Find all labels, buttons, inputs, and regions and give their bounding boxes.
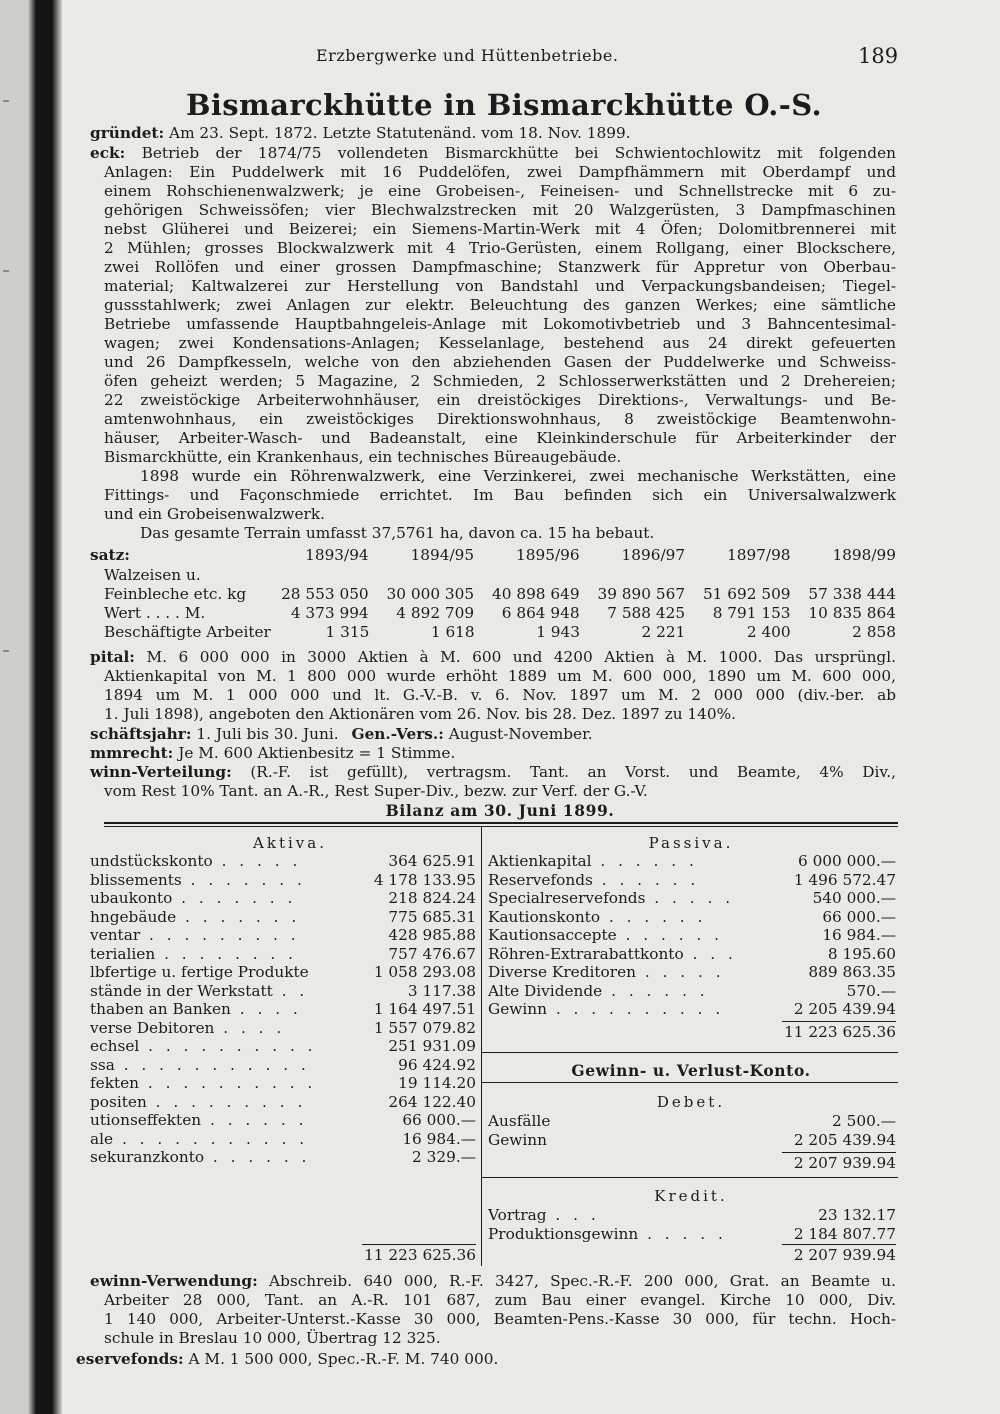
sales-row — [104, 585, 896, 604]
sales-row-label: Walzeisen u. — [104, 566, 201, 584]
asset-name: stände in der Werkstatt — [90, 981, 273, 1000]
balance-sheet-title: Bilanz am 30. Juni 1899. — [385, 801, 615, 820]
liability-value: 1 496 572.47 — [793, 870, 896, 889]
purpose-line: 22 zweistöckige Arbeiterwohnhäuser, ein dreistöckiges Direktions-, Verwaltungs- und Be- — [104, 391, 896, 409]
asset-name: ssa — [90, 1055, 115, 1074]
balance-column-divider — [481, 826, 482, 1266]
asset-name: ale — [90, 1129, 114, 1148]
liability-value: 540 000.— — [812, 889, 896, 907]
asset-row: echsel . . . . . . . . . . 251 931.09 — [90, 1037, 476, 1055]
voting-right-text: Je M. 600 Aktienbesitz = 1 Stimme. — [178, 744, 456, 762]
liability-name: Alte Dividende — [488, 981, 603, 1000]
asset-name: blissements — [90, 870, 182, 889]
founded-label: gründet: — [90, 124, 165, 142]
credit-list — [488, 1206, 896, 1243]
debit-heading: Debet. — [656, 1093, 726, 1111]
sales-header-row — [90, 546, 897, 565]
sales-label: satz: — [90, 546, 130, 564]
liability-row: Röhren-Extrarabattkonto . . . 8 195.60 — [488, 944, 896, 963]
sales-row — [104, 566, 896, 585]
company-title: Bismarckhütte in Bismarckhütte O.-S. — [185, 88, 823, 122]
voting-right-line — [90, 744, 896, 763]
liabilities-total: 11 223 625.36 — [784, 1023, 896, 1041]
terrain-line: Das gesamte Terrain umfasst 37,5761 ha, davon ca. 15 ha bebaut. — [140, 524, 655, 542]
fiscal-year-text: 1. Juli bis 30. Juni. — [196, 725, 339, 743]
purpose-line: Anlagen: Ein Puddelwerk mit 16 Puddelöfen, zwei Dampfhämmern mit Oberdampf und — [104, 163, 896, 181]
year-header: 1898/99 — [832, 546, 897, 564]
year-header: 1896/97 — [621, 546, 686, 564]
sales-row-label: Beschäftigte Arbeiter — [104, 623, 271, 641]
profit-distribution-text: (R.-F. ist gefüllt), vertragsm. Tant. an Vorst. und Beamte, 4% Div., — [250, 763, 896, 781]
capital-label: pital: — [90, 648, 135, 666]
liability-row: Reservefonds . . . . . . 1 496 572.47 — [488, 870, 896, 889]
purpose-line — [90, 144, 896, 163]
purpose-line: nebst Glüherei und Beizerei; ein Siemens-Martin-Werk mit 4 Öfen; Dolomitbrennerei mit — [104, 220, 896, 238]
fiscal-year-line — [90, 725, 896, 744]
asset-row: terialien . . . . . . . . 757 476.67 — [90, 944, 476, 963]
asset-value: 264 122.40 — [388, 1092, 476, 1111]
credit-row: Produktionsgewinn . . . . . 2 184 807.77 — [488, 1224, 896, 1243]
purpose-line: material; Kaltwalzerei zur Herstellung von Bandstahl und Verpackungsbandeisen; Tiegel- — [104, 277, 896, 295]
asset-row: ubaukonto . . . . . . . 218 824.24 — [90, 889, 476, 907]
credit-value: 2 184 807.77 — [793, 1224, 896, 1243]
capital-text: M. 6 000 000 in 3000 Aktien à M. 600 und 4200 Aktien à M. 1000. Das ursprüngl. — [146, 648, 896, 666]
purpose-line: zwei Rollöfen und einer grossen Dampfmaschine; Stanzwerk für Appretur von Oberbau- — [104, 258, 896, 276]
liability-value: 8 195.60 — [827, 944, 896, 963]
credit-value: 23 132.17 — [818, 1206, 896, 1224]
profit-use-label: ewinn-Verwendung: — [90, 1272, 258, 1290]
profit-use-line — [90, 1272, 896, 1291]
general-meeting-label: Gen.-Vers.: — [351, 725, 444, 743]
debit-total: 2 207 939.94 — [793, 1154, 896, 1172]
capital-line — [90, 648, 896, 667]
balance-rule — [104, 822, 898, 824]
asset-value: 2 329.— — [412, 1148, 476, 1166]
asset-row: ssa . . . . . . . . . . . 96 424.92 — [90, 1055, 476, 1074]
sales-cell: 28 553 050 — [281, 585, 369, 603]
profit-use-line: 1 140 000, Arbeiter-Unterst.-Kasse 30 000, Beamten-Pens.-Kasse 30 000, für techn. Hoch- — [104, 1310, 896, 1328]
fiscal-year-label: schäftsjahr: — [90, 725, 192, 743]
asset-name: ubaukonto — [90, 889, 173, 907]
asset-name: positen — [90, 1092, 147, 1111]
sales-cell: 1 943 — [536, 623, 580, 641]
sales-cell: 2 400 — [746, 623, 791, 641]
asset-name: terialien — [90, 944, 156, 963]
asset-row: ventar . . . . . . . . . 428 985.88 — [90, 926, 476, 944]
year-header: 1893/94 — [305, 546, 369, 564]
sales-cell: 8 791 153 — [712, 604, 791, 622]
debit-value: 2 205 439.94 — [793, 1130, 896, 1149]
asset-value: 251 931.09 — [388, 1037, 476, 1055]
purpose-line: amtenwohnhaus, ein zweistöckiges Direktionswohnhaus, 8 zweistöckige Beamtenwohn- — [104, 410, 896, 428]
sales-row — [104, 604, 896, 623]
sales-cell: 57 338 444 — [808, 585, 897, 603]
founded-text: Am 23. Sept. 1872. Letzte Statutenänd. vom 18. Nov. 1899. — [169, 124, 631, 142]
liability-value: 570.— — [846, 981, 896, 1000]
purpose-line: und 26 Dampfkesseln, welche von den abziehenden Gasen der Puddelwerke und Schweiss- — [104, 353, 896, 371]
asset-name: hngebäude — [90, 907, 177, 926]
credit-row: Vortrag . . . 23 132.17 — [488, 1206, 896, 1224]
running-head: Erzbergwerke und Hüttenbetriebe. — [316, 46, 619, 65]
debit-name: Gewinn — [488, 1130, 547, 1149]
credit-heading: Kredit. — [654, 1187, 728, 1205]
liability-value: 16 984.— — [822, 926, 896, 944]
purpose-line: Fittings- und Façonschmiede errichtet. Im Bau befinden sich ein Universalwalzwerk — [104, 486, 896, 504]
purpose-line: 2 Mühlen; grosses Blockwalzwerk mit 4 Trio-Gerüsten, einem Rollgang, einer Blockschere, — [104, 239, 896, 257]
assets-total: 11 223 625.36 — [364, 1246, 476, 1264]
credit-total-rule — [782, 1244, 896, 1245]
purpose-line: Bismarckhütte, ein Krankenhaus, ein technisches Büreaugebäude. — [104, 448, 622, 466]
asset-row: blissements . . . . . . . 4 178 133.95 — [90, 870, 476, 889]
asset-name: sekuranzkonto — [90, 1148, 205, 1166]
purpose-label: eck: — [90, 144, 126, 162]
purpose-line: einem Rohschienenwalzwerk; je eine Grobeisen-, Feineisen- und Schnellstrecke mit 6 zu- — [104, 182, 896, 200]
profit-use-line: schule in Breslau 10 000, Übertrag 12 325. — [104, 1329, 441, 1347]
pnl-rule — [482, 1052, 898, 1053]
sales-row — [104, 623, 896, 642]
purpose-line: häuser, Arbeiter-Wasch- und Badeanstalt, eine Kleinkinderschule für Arbeiterkinder der — [104, 429, 896, 447]
profit-distribution-line: vom Rest 10% Tant. an A.-R., Rest Super-Div., bezw. zur Verf. der G.-V. — [104, 782, 648, 800]
liability-name: Röhren-Extrarabattkonto — [488, 944, 684, 963]
reserve-fund-line — [76, 1350, 896, 1369]
sales-cell: 40 898 649 — [492, 585, 580, 603]
liability-name: Gewinn — [488, 1000, 547, 1018]
liability-value: 889 863.35 — [808, 963, 896, 981]
asset-value: 19 114.20 — [398, 1074, 476, 1092]
asset-row: thaben an Banken . . . . 1 164 497.51 — [90, 1000, 476, 1018]
liability-name: Specialreservefonds — [488, 889, 646, 907]
asset-name: undstückskonto — [90, 852, 213, 870]
founded-line — [90, 124, 896, 143]
asset-name: echsel — [90, 1037, 140, 1055]
year-header: 1894/95 — [410, 546, 475, 564]
purpose-text: Betrieb der 1874/75 vollendeten Bismarckhütte bei Schwientochlowitz mit folgenden — [141, 144, 896, 162]
asset-value: 428 985.88 — [388, 926, 476, 944]
credit-total: 2 207 939.94 — [793, 1246, 896, 1264]
asset-value: 3 117.38 — [407, 981, 476, 1000]
sales-cell: 4 892 709 — [396, 604, 475, 622]
sales-cell: 1 315 — [325, 623, 370, 641]
sales-cell: 1 618 — [430, 623, 475, 641]
liability-row: Diverse Kreditoren . . . . . 889 863.35 — [488, 963, 896, 981]
pnl-title: Gewinn- u. Verlust-Konto. — [571, 1061, 811, 1080]
asset-value: 1 557 079.82 — [373, 1018, 476, 1037]
asset-value: 96 424.92 — [398, 1055, 476, 1074]
asset-row: sekuranzkonto . . . . . . 2 329.— — [90, 1148, 476, 1166]
asset-row: undstückskonto . . . . . 364 625.91 — [90, 852, 476, 870]
liability-name: Kautionsaccepte — [488, 926, 617, 944]
asset-row: fekten . . . . . . . . . . 19 114.20 — [90, 1074, 476, 1092]
asset-row: hngebäude . . . . . . . 775 685.31 — [90, 907, 476, 926]
year-header: 1895/96 — [516, 546, 580, 564]
asset-value: 66 000.— — [402, 1111, 476, 1129]
assets-total-rule — [362, 1244, 476, 1245]
sales-cell: 10 835 864 — [808, 604, 897, 622]
liability-row: Kautionskonto . . . . . . 66 000.— — [488, 907, 896, 926]
liability-row: Specialreservefonds . . . . . 540 000.— — [488, 889, 896, 907]
asset-row — [90, 963, 476, 982]
sales-cell: 30 000 305 — [386, 585, 475, 603]
capital-line: Aktienkapital von M. 1 800 000 wurde erhöht 1889 um M. 600 000, 1890 um M. 600 000, — [104, 667, 896, 685]
liability-value: 66 000.— — [822, 907, 896, 926]
liabilities-total-rule — [782, 1021, 896, 1022]
general-meeting-text: August-November. — [448, 725, 593, 743]
debit-value: 2 500.— — [832, 1112, 896, 1130]
purpose-line: öfen geheizt werden; 5 Magazine, 2 Schmieden, 2 Schlosserwerkstätten und 2 Drehereien; — [104, 372, 896, 390]
liability-value: 2 205 439.94 — [793, 1000, 896, 1018]
asset-row: stände in der Werkstatt . . 3 117.38 — [90, 981, 476, 1000]
sales-row-label: Feinbleche etc. kg — [104, 585, 247, 603]
profit-distribution-line — [90, 763, 896, 782]
sales-cell: 7 588 425 — [607, 604, 686, 622]
liability-row: Alte Dividende . . . . . . 570.— — [488, 981, 896, 1000]
purpose-line: Betriebe umfassende Hauptbahngeleis-Anlage mit Lokomotivbetrieb und 3 Bahncentesimal- — [104, 315, 896, 333]
asset-name: lbfertige u. fertige Produkte — [90, 963, 309, 981]
asset-value: 1 164 497.51 — [373, 1000, 476, 1018]
asset-name: utionseffekten — [90, 1111, 202, 1129]
liabilities-heading: Passiva. — [648, 834, 734, 852]
asset-row: positen . . . . . . . . . 264 122.40 — [90, 1092, 476, 1111]
asset-name: verse Debitoren — [90, 1018, 215, 1037]
asset-name: ventar — [90, 926, 141, 944]
asset-value: 775 685.31 — [388, 907, 476, 926]
debit-total-rule — [782, 1152, 896, 1153]
balance-rule — [104, 826, 898, 827]
asset-value: 1 058 293.08 — [373, 963, 476, 981]
debit-list — [488, 1112, 896, 1149]
reserve-fund-text: A M. 1 500 000, Spec.-R.-F. M. 740 000. — [188, 1350, 499, 1368]
asset-name: thaben an Banken — [90, 1000, 231, 1018]
pnl-rule — [482, 1082, 898, 1083]
reserve-fund-label: eservefonds: — [76, 1350, 184, 1368]
sales-cell: 2 221 — [641, 623, 686, 641]
liability-name: Diverse Kreditoren — [488, 963, 636, 981]
asset-value: 757 476.67 — [388, 944, 476, 963]
liability-name: Reservefonds — [488, 870, 593, 889]
purpose-line: gussstahlwerk; zwei Anlagen zur elektr. Beleuchtung des ganzen Werkes; eine sämtliche — [104, 296, 896, 314]
liabilities-list — [488, 852, 896, 1019]
asset-value: 218 824.24 — [388, 889, 476, 907]
debit-row — [488, 1131, 896, 1150]
pnl-rule — [482, 1177, 898, 1178]
capital-line: 1. Juli 1898), angeboten den Aktionären vom 26. Nov. bis 28. Dez. 1897 zu 140%. — [104, 705, 737, 723]
asset-value: 364 625.91 — [388, 852, 476, 870]
assets-heading: Aktiva. — [253, 834, 327, 852]
asset-value: 16 984.— — [402, 1129, 476, 1148]
debit-name: Ausfälle — [488, 1112, 551, 1130]
credit-name: Produktionsgewinn — [488, 1224, 639, 1243]
capital-line: 1894 um M. 1 000 000 und lt. G.-V.-B. v. 6. Nov. 1897 um M. 2 000 000 (div.-ber. ab — [104, 686, 896, 704]
assets-list — [90, 852, 476, 1167]
credit-name: Vortrag — [488, 1206, 547, 1224]
liability-name: Kautionskonto — [488, 907, 601, 926]
purpose-line: gehörigen Schweissöfen; vier Blechwalzstrecken mit 20 Walzgerüsten, 3 Dampfmaschinen — [104, 201, 896, 219]
purpose-line: wagen; zwei Kondensations-Anlagen; Kesselanlage, bestehend aus 24 direkt gefeuerten — [104, 334, 896, 352]
purpose-line: und ein Grobeisenwalzwerk. — [104, 505, 326, 523]
liability-name: Aktienkapital — [488, 852, 592, 870]
asset-value: 4 178 133.95 — [373, 870, 476, 889]
asset-row: utionseffekten . . . . . . 66 000.— — [90, 1111, 476, 1129]
debit-row — [488, 1112, 896, 1131]
sales-cell: 39 890 567 — [597, 585, 686, 603]
asset-row: verse Debitoren . . . . 1 557 079.82 — [90, 1018, 476, 1037]
liability-row: Kautionsaccepte . . . . . . 16 984.— — [488, 926, 896, 944]
asset-name: fekten — [90, 1074, 140, 1092]
sales-cell: 6 864 948 — [501, 604, 580, 622]
sales-cell: 51 692 509 — [702, 585, 791, 603]
sales-cell: 4 373 994 — [290, 604, 369, 622]
liability-value: 6 000 000.— — [797, 852, 896, 870]
profit-use-text: Abschreib. 640 000, R.-F. 3427, Spec.-R.-F. 200 000, Grat. an Beamte u. — [269, 1272, 896, 1290]
liability-row: Aktienkapital . . . . . . 6 000 000.— — [488, 852, 896, 870]
asset-row: ale . . . . . . . . . . . 16 984.— — [90, 1129, 476, 1148]
liability-row: Gewinn . . . . . . . . . . 2 205 439.94 — [488, 1000, 896, 1018]
profit-distribution-label: winn-Verteilung: — [90, 763, 232, 781]
purpose-line: 1898 wurde ein Röhrenwalzwerk, eine Verzinkerei, zwei mechanische Werkstätten, eine — [140, 467, 896, 485]
sales-row-label: Wert . . . . M. — [104, 604, 206, 622]
profit-use-line: Arbeiter 28 000, Tant. an A.-R. 101 687, zum Bau einer evangel. Kirche 10 000, Div. — [104, 1291, 896, 1309]
voting-right-label: mmrecht: — [90, 744, 174, 762]
year-header: 1897/98 — [726, 546, 791, 564]
sales-cell: 2 858 — [852, 623, 896, 641]
page-number: 189 — [858, 44, 899, 68]
